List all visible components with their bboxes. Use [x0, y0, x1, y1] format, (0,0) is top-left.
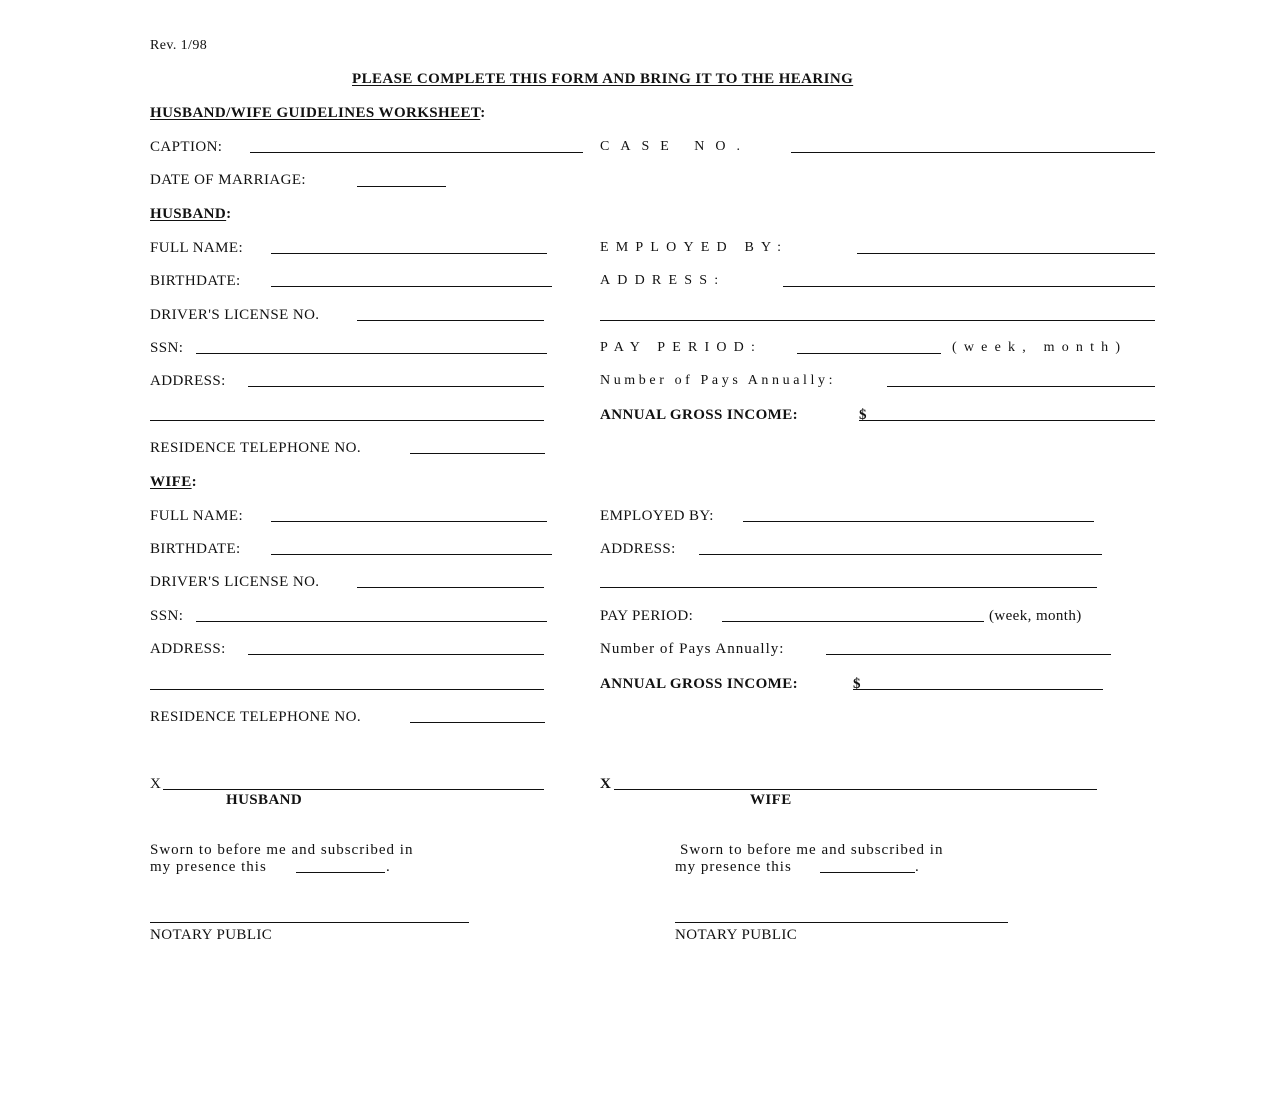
- wife-pay-period-hint: (week, month): [989, 608, 1082, 624]
- wife-employed-by-field[interactable]: [743, 521, 1094, 522]
- wife-birthdate-field[interactable]: [271, 554, 552, 555]
- case-no-field[interactable]: [791, 152, 1155, 153]
- husband-pay-period-field[interactable]: [797, 353, 941, 354]
- wife-heading-colon: :: [191, 474, 198, 490]
- revision-label: Rev. 1/98: [150, 38, 208, 53]
- husband-drivers-license-label: DRIVER'S LICENSE NO.: [150, 307, 320, 323]
- husband-signature-field[interactable]: [163, 789, 544, 790]
- husband-sworn-period: .: [386, 859, 391, 875]
- wife-signature-caption: WIFE: [750, 792, 792, 808]
- husband-notary-signature-field[interactable]: [150, 922, 469, 923]
- wife-address-label: ADDRESS:: [150, 641, 226, 657]
- wife-sworn-period: .: [915, 859, 920, 875]
- caption-field[interactable]: [250, 152, 583, 153]
- husband-heading-colon: :: [226, 206, 232, 222]
- husband-notary-label: NOTARY PUBLIC: [150, 927, 273, 943]
- wife-address-line2-field[interactable]: [150, 689, 544, 690]
- husband-signature-mark: X: [150, 776, 162, 792]
- wife-annual-income-field[interactable]: [853, 689, 1103, 690]
- form-instruction: PLEASE COMPLETE THIS FORM AND BRING IT TO THE HEARING: [352, 71, 854, 87]
- husband-full-name-field[interactable]: [271, 253, 547, 254]
- husband-heading-text: HUSBAND: [150, 206, 227, 222]
- wife-address-field[interactable]: [248, 654, 544, 655]
- husband-address-line2-field[interactable]: [150, 420, 544, 421]
- husband-employer-address-line2-field[interactable]: [600, 320, 1155, 321]
- wife-full-name-label: FULL NAME:: [150, 508, 244, 524]
- husband-address-label: ADDRESS:: [150, 373, 226, 389]
- wife-pay-period-field[interactable]: [722, 621, 984, 622]
- wife-employer-address-field[interactable]: [699, 554, 1102, 555]
- husband-employer-address-field[interactable]: [783, 286, 1155, 287]
- caption-label: CAPTION:: [150, 139, 223, 155]
- husband-pays-annually-field[interactable]: [887, 386, 1155, 387]
- wife-full-name-field[interactable]: [271, 521, 547, 522]
- wife-sworn-line1: Sworn to before me and subscribed in: [680, 842, 944, 858]
- husband-employed-by-field[interactable]: [857, 253, 1155, 254]
- wife-employer-address-label: ADDRESS:: [600, 541, 676, 557]
- wife-heading: [150, 475, 197, 490]
- husband-birthdate-field[interactable]: [271, 286, 552, 287]
- husband-employer-address-label: ADDRESS:: [600, 273, 726, 288]
- wife-notary-signature-field[interactable]: [675, 922, 1008, 923]
- case-no-label: CASE NO.: [600, 139, 752, 154]
- wife-sworn-date-field[interactable]: [820, 872, 915, 873]
- husband-employed-by-label: EMPLOYED BY:: [600, 240, 789, 255]
- wife-pay-period-label: PAY PERIOD:: [600, 608, 694, 624]
- date-of-marriage-field[interactable]: [357, 186, 446, 187]
- husband-heading: [150, 207, 232, 222]
- husband-address-field[interactable]: [248, 386, 544, 387]
- husband-sworn-line2: my presence this: [150, 859, 267, 875]
- husband-birthdate-label: BIRTHDATE:: [150, 273, 241, 289]
- husband-residence-phone-field[interactable]: [410, 453, 545, 454]
- date-of-marriage-label: DATE OF MARRIAGE:: [150, 172, 306, 188]
- wife-currency-symbol: $: [853, 676, 861, 692]
- husband-annual-income-label: ANNUAL GROSS INCOME:: [600, 407, 799, 423]
- husband-pay-period-hint: (week, month): [952, 340, 1128, 355]
- wife-ssn-field[interactable]: [196, 621, 547, 622]
- wife-signature-mark: X: [600, 776, 612, 792]
- wife-sworn-line2: my presence this: [675, 859, 792, 875]
- husband-currency-symbol: $: [859, 407, 867, 423]
- husband-ssn-field[interactable]: [196, 353, 547, 354]
- husband-full-name-label: FULL NAME:: [150, 240, 244, 256]
- husband-signature-caption: HUSBAND: [226, 792, 303, 808]
- worksheet-title: [150, 106, 486, 121]
- husband-pays-annually-label: Number of Pays Annually:: [600, 373, 837, 388]
- wife-drivers-license-label: DRIVER'S LICENSE NO.: [150, 574, 320, 590]
- wife-employed-by-label: EMPLOYED BY:: [600, 508, 714, 524]
- husband-drivers-license-field[interactable]: [357, 320, 544, 321]
- wife-ssn-label: SSN:: [150, 608, 184, 624]
- wife-pays-annually-field[interactable]: [826, 654, 1111, 655]
- wife-birthdate-label: BIRTHDATE:: [150, 541, 241, 557]
- wife-signature-field[interactable]: [614, 789, 1097, 790]
- husband-ssn-label: SSN:: [150, 340, 184, 356]
- worksheet-title-colon: :: [480, 105, 486, 121]
- husband-residence-phone-label: RESIDENCE TELEPHONE NO.: [150, 440, 361, 456]
- husband-annual-income-field[interactable]: [859, 420, 1155, 421]
- husband-sworn-date-field[interactable]: [296, 872, 385, 873]
- wife-residence-phone-field[interactable]: [410, 722, 545, 723]
- husband-pay-period-label: PAY PERIOD:: [600, 340, 763, 355]
- wife-notary-label: NOTARY PUBLIC: [675, 927, 798, 943]
- wife-residence-phone-label: RESIDENCE TELEPHONE NO.: [150, 709, 361, 725]
- worksheet-title-text: HUSBAND/WIFE GUIDELINES WORKSHEET: [150, 105, 481, 121]
- husband-sworn-line1: Sworn to before me and subscribed in: [150, 842, 414, 858]
- wife-heading-text: WIFE: [150, 474, 192, 490]
- wife-drivers-license-field[interactable]: [357, 587, 544, 588]
- wife-employer-address-line2-field[interactable]: [600, 587, 1097, 588]
- wife-annual-income-label: ANNUAL GROSS INCOME:: [600, 676, 799, 692]
- wife-pays-annually-label: Number of Pays Annually:: [600, 641, 785, 657]
